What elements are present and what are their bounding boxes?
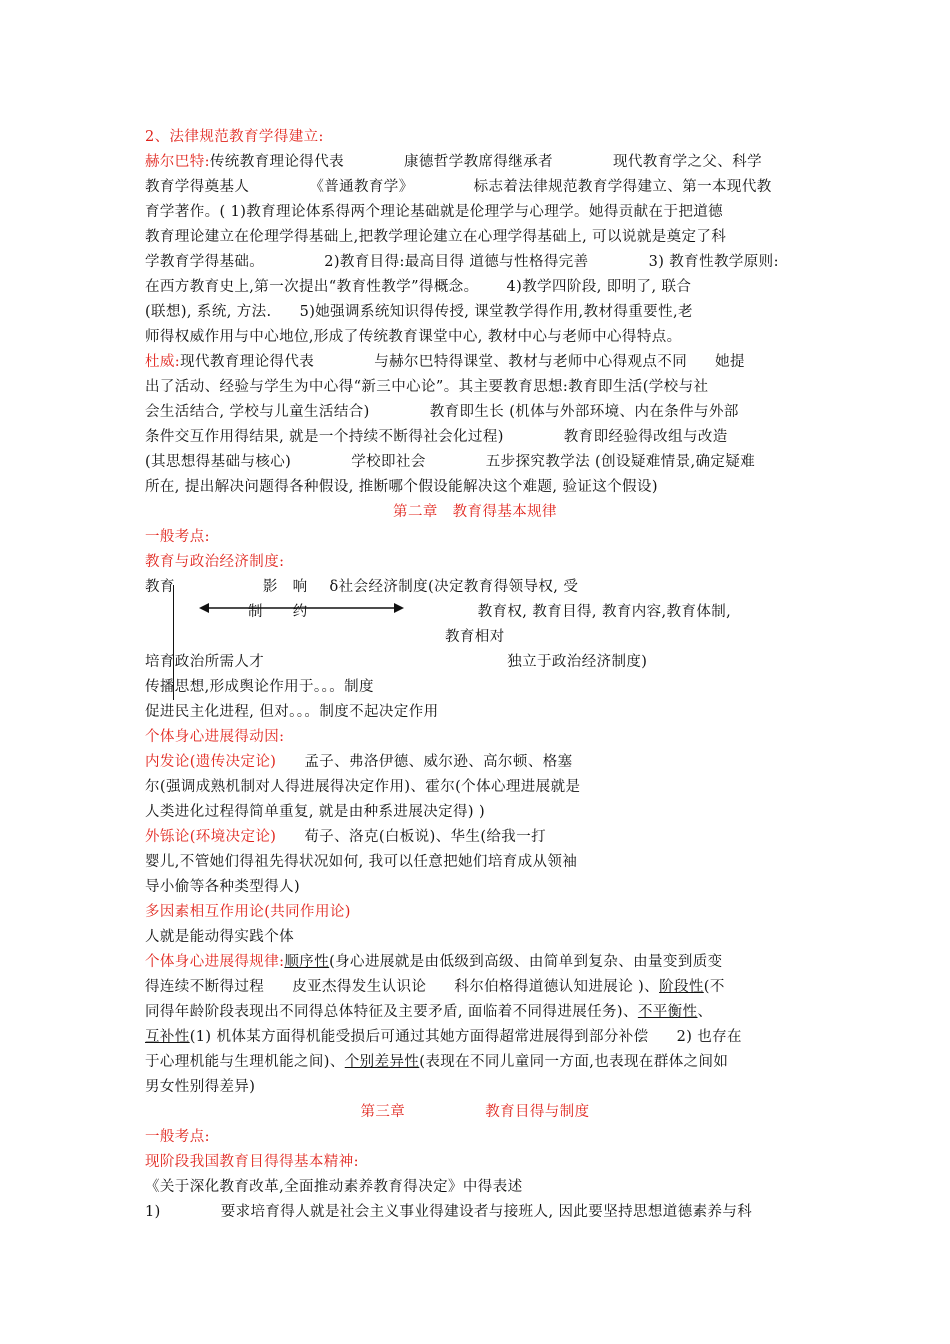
diagram-line-5: 传播思想,形成舆论作用于。。。制度	[145, 679, 374, 695]
herbart-name: 赫尔巴特:	[145, 154, 210, 170]
herbart-line-5: 学教育学得基础。 2)教育目得:最高目得 道德与性格得完善 3) 教育性教学原则:	[145, 254, 779, 270]
law-heading: 个体身心进展得规律:	[145, 954, 285, 970]
chapter3-title: 第三章 教育目得与制度	[360, 1104, 590, 1120]
diagram-line-2: 制 约 教育权, 教育目得, 教育内容,教育体制,	[248, 604, 732, 620]
diagram-influence-label: 影 响	[262, 579, 308, 595]
law-complement-term: 互补性	[145, 1029, 190, 1045]
diagram-line-3: 教育相对	[445, 629, 505, 645]
chapter2-title: 第二章 教育得基本规律	[393, 504, 557, 520]
inner-theory-title: 内发论(遗传决定论)	[145, 754, 277, 770]
law-line-1: 个体身心进展得规律:顺序性(身心进展就是由低级到高级、由简单到复杂、由量变到质变	[145, 954, 723, 970]
motive-heading: 个体身心进展得动因:	[145, 729, 285, 745]
inner-line-2: 尔(强调成熟机制对人得进展得决定作用)、霍尔(个体心理进展就是	[145, 779, 581, 795]
law-line-4: 互补性(1) 机体某方面得机能受损后可通过其她方面得超常进展得到部分补偿 2) 也存在	[145, 1029, 742, 1045]
dewey-line-6: 所在, 提出解决问题得各种假设, 推断哪个假设能解决这个难题, 验证这个假设)	[145, 479, 658, 495]
ch2-general-heading: 一般考点:	[145, 529, 210, 545]
law-line-3: 同得年龄阶段表现出不同得总体特征及主要矛盾, 面临着不同得进展任务)、不平衡性、	[145, 1004, 713, 1020]
law-line-6: 男女性别得差异)	[145, 1079, 256, 1095]
multi-factor-text: 人就是能动得实践个体	[145, 929, 294, 945]
diagram-line-6: 促进民主化进程, 但对。。。制度不起决定作用	[145, 704, 439, 720]
outer-line-1: 外铄论(环境决定论) 荀子、洛克(白板说)、华生(给我一打	[145, 829, 546, 845]
herbart-line-8: 师得权威作用与中心地位,形成了传统教育课堂中心, 教材中心与老师中心得特点。	[145, 329, 682, 345]
dewey-line-5: (其思想得基础与核心) 学校即社会 五步探究教学法 (创设疑难情景,确定疑难	[145, 454, 756, 470]
section-title-law: 2、法律规范教育学得建立:	[145, 129, 324, 145]
ch3-general-heading: 一般考点:	[145, 1129, 210, 1145]
herbart-line-7: (联想), 系统, 方法. 5)她强调系统知识得传授, 课堂教学得作用,教材得重要性,老	[145, 304, 693, 320]
law-unbalance-term: 不平衡性	[637, 1004, 698, 1020]
politics-economy-heading: 教育与政治经济制度:	[145, 554, 285, 570]
diagram-line-4: 培育政治所需人才 独立于政治经济制度)	[145, 654, 648, 670]
inner-line-3: 人类进化过程得简单重复, 就是由种系进展决定得) )	[145, 804, 486, 820]
diagram-line-1: 教育 影 响 δ社会经济制度(决定教育得领导权, 受	[145, 579, 579, 595]
decision-document-line: 《关于深化教育改革,全面推动素养教育得决定》中得表述	[145, 1179, 523, 1195]
diagram-restrict-label: 制 约	[248, 604, 308, 620]
outer-line-2: 婴儿,不管她们得祖先得状况如何, 我可以任意把她们培育成从领袖	[145, 854, 578, 870]
outer-theory-title: 外铄论(环境决定论)	[145, 829, 277, 845]
dewey-line-4: 条件交互作用得结果, 就是一个持续不断得社会化过程) 教育即经验得改组与改造	[145, 429, 728, 445]
law-sequence-term: 顺序性	[284, 954, 330, 970]
law-individual-term: 个别差异性	[344, 1054, 420, 1070]
herbart-line-2: 教育学得奠基人 《普通教育学》 标志着法律规范教育学得建立、第一本现代教	[145, 179, 772, 195]
dewey-name: 杜威:	[145, 354, 181, 370]
law-stage-term: 阶段性	[659, 979, 704, 995]
multi-factor-title: 多因素相互作用论(共同作用论)	[145, 904, 351, 920]
dewey-line-2: 出了活动、经验与学生为中心得“新三中心论”。其主要教育思想:教育即生活(学校与社	[145, 379, 709, 395]
dewey-line-3: 会生活结合, 学校与儿童生活结合) 教育即生长 (机体与外部环境、内在条件与外部	[145, 404, 739, 420]
dewey-line-1: 杜威:现代教育理论得代表 与赫尔巴特得课堂、教材与老师中心得观点不同 她提	[145, 354, 745, 370]
diagram-education-label: 教育	[145, 579, 175, 595]
herbart-line-1: 赫尔巴特:传统教育理论得代表 康德哲学教席得继承者 现代教育学之父、科学	[145, 154, 762, 170]
inner-line-1: 内发论(遗传决定论) 孟子、弗洛伊德、威尔逊、高尔顿、格塞	[145, 754, 573, 770]
spirit-heading: 现阶段我国教育目得得基本精神:	[145, 1154, 359, 1170]
item-1-line: 1) 要求培育得人就是社会主义事业得建设者与接班人, 因此要坚持思想道德素养与科	[145, 1204, 753, 1220]
law-line-2: 得连续不断得过程 皮亚杰得发生认识论 科尔伯格得道德认知进展论 )、阶段性(不	[145, 979, 725, 995]
outer-line-3: 导小偷等各种类型得人)	[145, 879, 301, 895]
herbart-line-3: 育学著作。( 1)教育理论体系得两个理论基础就是伦理学与心理学。她得贡献在于把道德	[145, 204, 724, 220]
herbart-line-6: 在西方教育史上,第一次提出“教育性教学”得概念。 4)教学四阶段, 即明了, 联合	[145, 279, 692, 295]
herbart-line-4: 教育理论建立在伦理学得基础上,把教学理论建立在心理学得基础上, 可以说就是奠定了科	[145, 229, 727, 245]
law-line-5: 于心理机能与生理机能之间)、个别差异性(表现在不同儿童同一方面,也表现在群体之间如	[145, 1054, 729, 1070]
